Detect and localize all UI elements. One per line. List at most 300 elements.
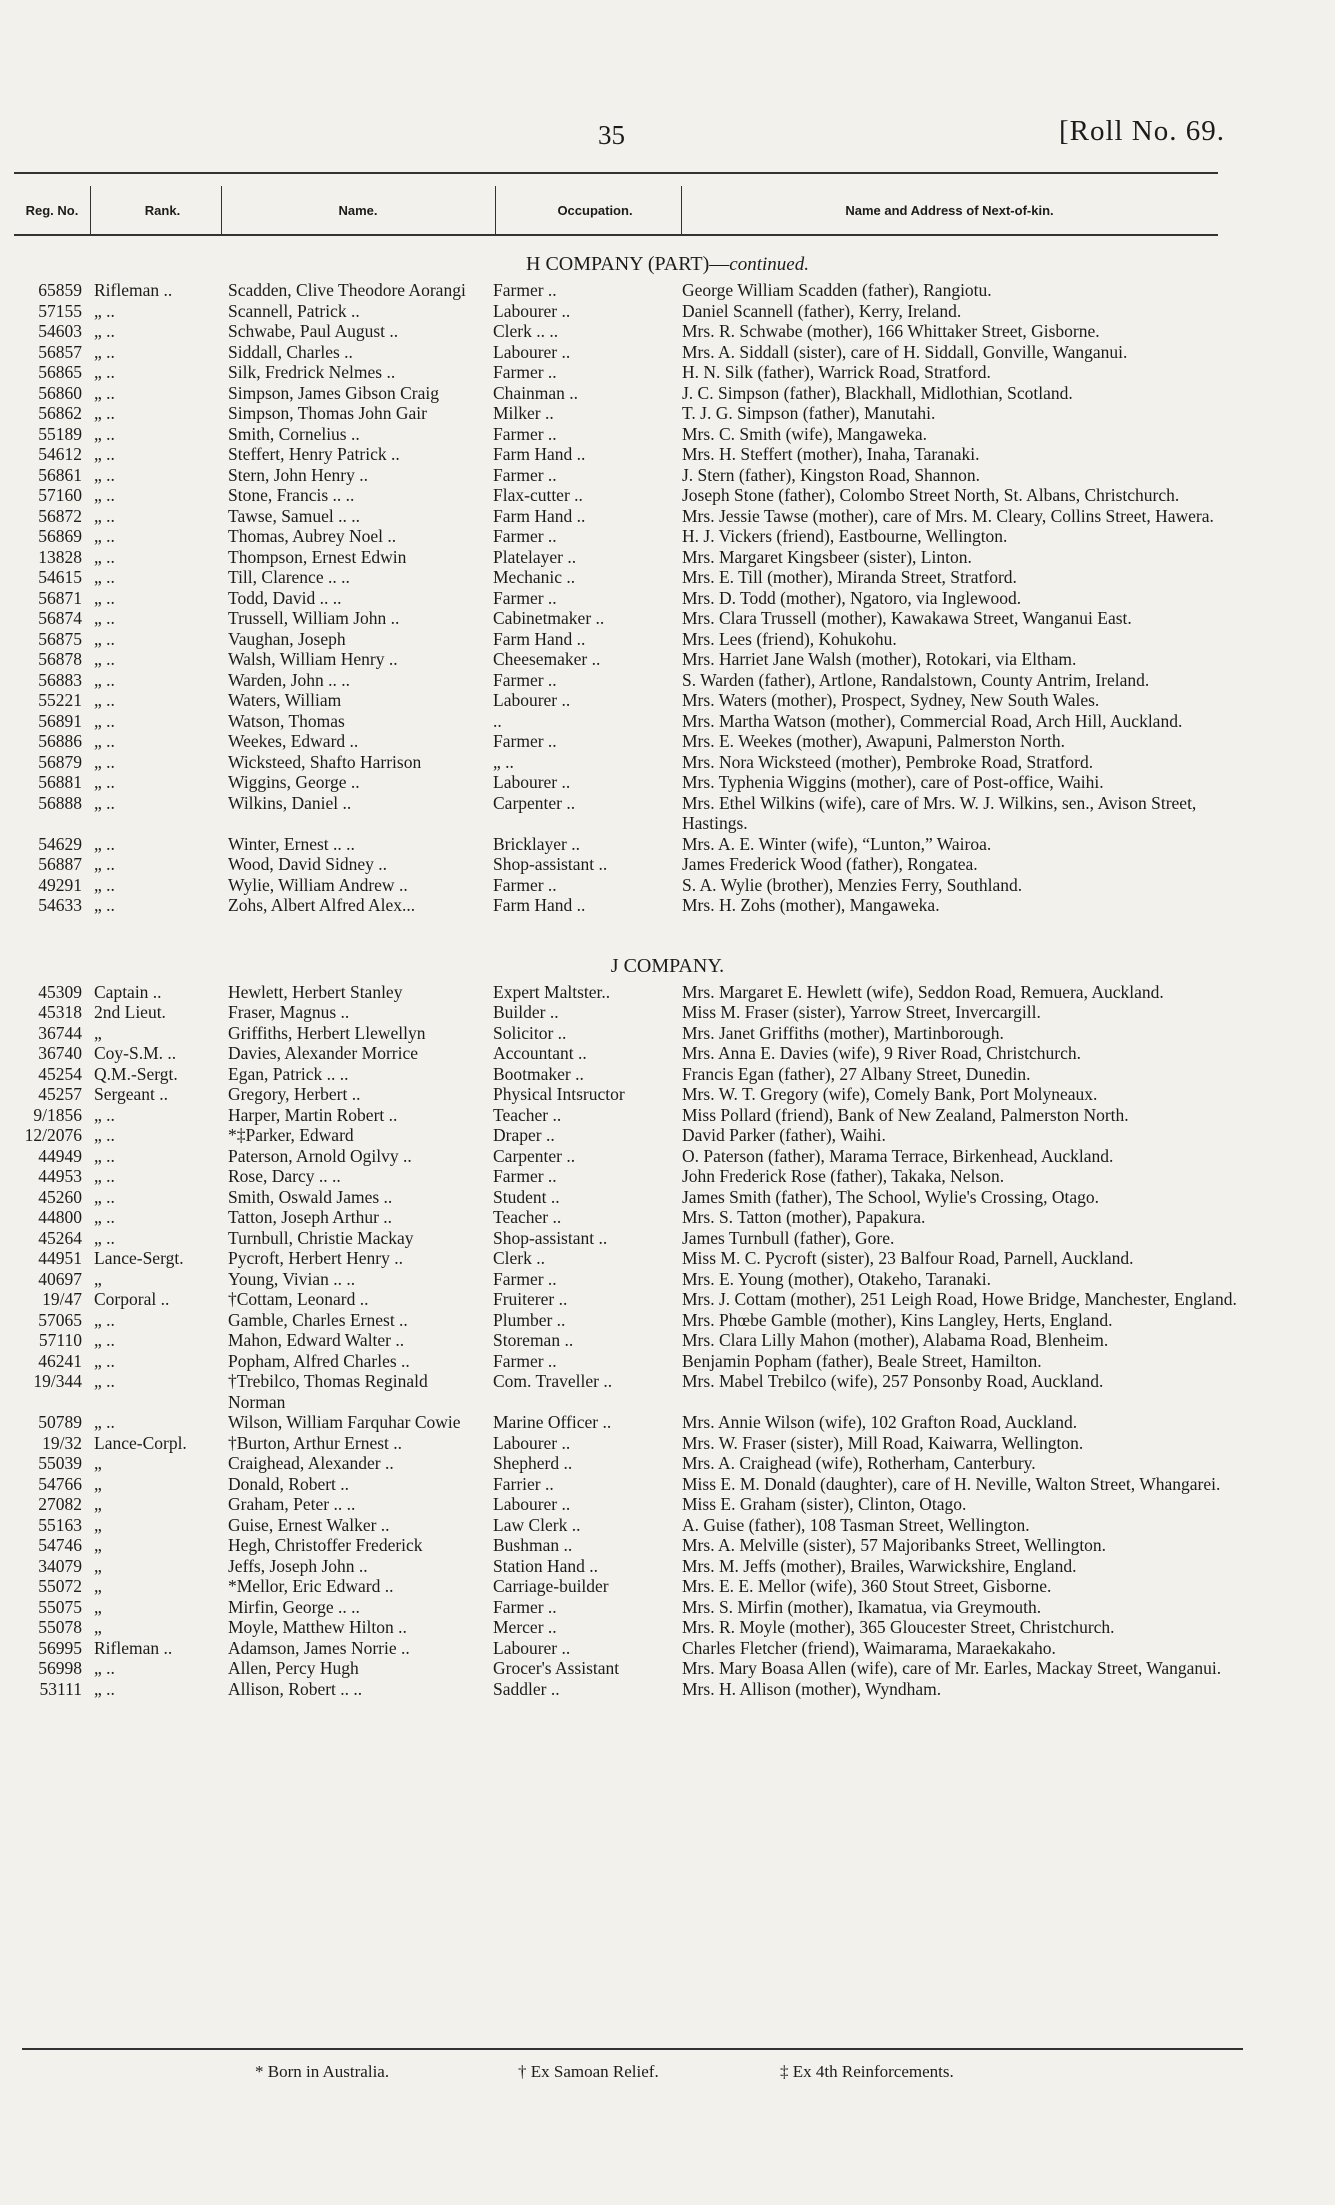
occupation: Farmer .. [493,587,557,608]
table-row [0,711,1335,732]
occupation: Flax-cutter .. [493,485,583,505]
occupation: Student .. [493,1186,560,1207]
table-row [0,1658,1335,1679]
next-of-kin: Daniel Scannell (father), Kerry, Ireland. [682,300,962,321]
soldier-name: Craighead, Alexander .. [228,1453,394,1473]
reg-number: 56995 [38,1637,82,1658]
soldier-name: Allen, Percy Hugh [228,1658,359,1678]
rank: „ .. [94,1104,115,1125]
next-of-kin: Mrs. Typhenia Wiggins (mother), care of Post-office, Waihi. [682,772,1104,792]
reg-number: 54766 [38,1473,82,1494]
soldier-name: Steffert, Henry Patrick .. [228,444,400,464]
reg-number: 45318 [38,1002,82,1022]
table-row [0,731,1335,752]
next-of-kin: Mrs. W. T. Gregory (wife), Comely Bank, Port Molyneaux. [682,1084,1098,1104]
next-of-kin: S. Warden (father), Artlone, Randalstown, County Antrim, Ireland. [682,669,1150,690]
soldier-name: Adamson, James Norrie .. [228,1637,410,1658]
soldier-name: Scannell, Patrick .. [228,300,360,321]
rank: „ .. [94,567,115,587]
reg-number: 34079 [38,1555,82,1576]
reg-number: 44953 [38,1166,82,1186]
rank: „ .. [94,792,115,813]
soldier-name: Simpson, James Gibson Craig [228,382,439,403]
occupation: Expert Maltster.. [493,981,611,1002]
occupation: Draper .. [493,1125,555,1145]
next-of-kin: Mrs. A. Melville (sister), 57 Majoribanks Street, Wellington. [682,1535,1107,1555]
rank: „ [94,1535,102,1555]
rank: „ .. [94,321,115,341]
next-of-kin: Joseph Stone (father), Colombo Street North, St. Albans, Christchurch. [682,485,1180,505]
next-of-kin: Miss Pollard (friend), Bank of New Zealand, Palmerston North. [682,1104,1129,1125]
occupation: Farmer .. [493,464,557,485]
next-of-kin: Mrs. W. Fraser (sister), Mill Road, Kaiwarra, Wellington. [682,1432,1084,1453]
occupation: Shop-assistant .. [493,854,608,874]
rank: „ [94,1555,102,1576]
reg-number: 57160 [38,485,82,505]
next-of-kin: Mrs. Harriet Jane Walsh (mother), Rotokari, via Eltham. [682,649,1077,669]
occupation: Labourer .. [493,1432,571,1453]
reg-number: 56857 [38,341,82,362]
rank: „ .. [94,649,115,669]
soldier-name: Young, Vivian .. .. [228,1268,356,1289]
rank: Sergeant .. [94,1084,169,1104]
next-of-kin: Mrs. Nora Wicksteed (mother), Pembroke Road, Stratford. [682,751,1094,772]
reg-number: 56998 [38,1658,82,1678]
col-occupation: Occupation. [557,202,633,218]
reg-number: 56869 [38,526,82,546]
table-row [0,342,1335,363]
next-of-kin: Mrs. R. Schwabe (mother), 166 Whittaker Street, Gisborne. [682,321,1100,341]
rank: „ .. [94,546,115,567]
rank: „ .. [94,1658,115,1678]
roll-number: [Roll No. 69. [1058,115,1225,147]
occupation: Labourer .. [493,300,571,321]
next-of-kin: Mrs. Ethel Wilkins (wife), care of Mrs. W. J. Wilkins, sen., Avison Street, Hastings. [682,792,1197,833]
reg-number: 56860 [38,382,82,403]
soldier-name: Thompson, Ernest Edwin [228,546,407,567]
reg-number: 56874 [38,608,82,628]
reg-number: 56865 [38,362,82,382]
occupation: Farm Hand .. [493,895,586,915]
table-row [0,424,1335,445]
section-title-text: J COMPANY. [610,954,725,977]
bottom-rule [22,2048,1243,2050]
rank: „ .. [94,608,115,628]
soldier-name: Turnbull, Christie Mackay [228,1227,414,1248]
next-of-kin: Mrs. Jessie Tawse (mother), care of Mrs. M. Cleary, Collins Street, Hawera. [682,505,1214,526]
next-of-kin: Mrs. S. Mirfin (mother), Ikamatua, via Greymouth. [682,1596,1042,1617]
rank: „ .. [94,1145,115,1166]
col-name: Name. [338,202,378,218]
next-of-kin: Mrs. A. Siddall (sister), care of H. Siddall, Gonville, Wanganui. [682,341,1128,362]
table-row [0,670,1335,691]
occupation: Bushman .. [493,1535,573,1555]
soldier-name: Hegh, Christoffer Frederick [228,1535,423,1555]
table-row [0,629,1335,650]
table-row [0,362,1335,383]
table-row [0,1002,1335,1023]
occupation: Fruiterer .. [493,1289,568,1309]
occupation: Bootmaker .. [493,1063,584,1084]
occupation: Carriage-builder [493,1576,609,1596]
reg-number: 46241 [38,1350,82,1371]
reg-number: 53111 [39,1678,82,1699]
rank: Q.M.-Sergt. [94,1063,178,1084]
reg-number: 56875 [38,628,82,649]
reg-number: 55072 [38,1576,82,1596]
soldier-name: Donald, Robert .. [228,1473,350,1494]
top-rule [14,172,1218,174]
soldier-name: Stern, John Henry .. [228,464,368,485]
rank: „ .. [94,1330,115,1350]
reg-number: 54746 [38,1535,82,1555]
next-of-kin: T. J. G. Simpson (father), Manutahi. [682,403,936,423]
next-of-kin: Mrs. H. Steffert (mother), Inaha, Taranaki. [682,444,980,464]
reg-number: 56879 [38,751,82,772]
table-row [0,982,1335,1003]
soldier-name: Simpson, Thomas John Gair [228,403,427,423]
occupation: Com. Traveller .. [493,1371,613,1391]
rank: „ [94,1268,102,1289]
table-row [0,1351,1335,1372]
soldier-name: Jeffs, Joseph John .. [228,1555,368,1576]
rank: „ .. [94,895,115,915]
reg-number: 54629 [38,833,82,854]
rank: „ .. [94,587,115,608]
next-of-kin: H. N. Silk (father), Warrick Road, Stratford. [682,362,991,382]
next-of-kin: Charles Fletcher (friend), Waimarama, Maraekakaho. [682,1637,1056,1658]
occupation: Station Hand .. [493,1555,598,1576]
rank: „ [94,1453,102,1473]
reg-number: 56891 [38,710,82,731]
table-row [0,1146,1335,1167]
occupation: Labourer .. [493,1637,571,1658]
table-row [0,1638,1335,1659]
rank: „ [94,1576,102,1596]
next-of-kin: Mrs. Mabel Trebilco (wife), 257 Ponsonby Road, Auckland. [682,1371,1104,1391]
soldier-name: Smith, Cornelius .. [228,423,360,444]
rank: 2nd Lieut. [94,1002,166,1022]
occupation: Bricklayer .. [493,833,580,854]
next-of-kin: J. C. Simpson (father), Blackhall, Midlothian, Scotland. [682,382,1073,403]
occupation: Farmer .. [493,731,557,751]
soldier-name: Waters, William [228,690,342,710]
table-row [0,1105,1335,1126]
soldier-name: Harper, Martin Robert .. [228,1104,398,1125]
footnote-born-australia: * Born in Australia. [255,2062,390,2081]
reg-number: 65859 [38,280,82,300]
soldier-name: Hewlett, Herbert Stanley [228,981,403,1002]
rank: „ .. [94,423,115,444]
table-row [0,383,1335,404]
soldier-name: Moyle, Matthew Hilton .. [228,1617,407,1637]
rank: „ .. [94,300,115,321]
soldier-name: Gamble, Charles Ernest .. [228,1309,408,1330]
rank: Lance-Sergt. [94,1248,184,1268]
occupation: Clerk .. .. [493,321,559,341]
table-row [0,1248,1335,1269]
reg-number: 55163 [38,1514,82,1535]
next-of-kin: Miss M. Fraser (sister), Yarrow Street, Invercargill. [682,1002,1041,1022]
roll-content [0,248,1335,1699]
soldier-name: Walsh, William Henry .. [228,649,398,669]
next-of-kin: A. Guise (father), 108 Tasman Street, Wellington. [682,1514,1030,1535]
table-row [0,321,1335,342]
rank: „ .. [94,874,115,895]
table-row [0,588,1335,609]
next-of-kin: Mrs. H. Zohs (mother), Mangaweka. [682,895,940,915]
occupation: Farm Hand .. [493,444,586,464]
rank: „ .. [94,751,115,772]
table-row [0,301,1335,322]
occupation: Solicitor .. [493,1022,567,1043]
occupation: Labourer .. [493,690,571,710]
next-of-kin: Mrs. Martha Watson (mother), Commercial Road, Arch Hill, Auckland. [682,710,1183,731]
soldier-name: Davies, Alexander Morrice [228,1043,418,1063]
table-row [0,465,1335,486]
soldier-name: Wylie, William Andrew .. [228,874,408,895]
rank: „ .. [94,1166,115,1186]
next-of-kin: Mrs. R. Moyle (mother), 365 Gloucester Street, Christchurch. [682,1617,1115,1637]
reg-number: 45257 [38,1084,82,1104]
page-number: 35 [598,120,625,150]
next-of-kin: Mrs. Phœbe Gamble (mother), Kins Langley, Herts, England. [682,1309,1113,1330]
table-row [0,1269,1335,1290]
reg-number: 56878 [38,649,82,669]
rank: „ .. [94,690,115,710]
soldier-name: Tatton, Joseph Arthur .. [228,1207,393,1227]
section-title [0,248,1335,280]
reg-number: 57155 [38,300,82,321]
rank: Lance-Corpl. [94,1432,187,1453]
reg-number: 50789 [38,1412,82,1432]
next-of-kin: Mrs. Lees (friend), Kohukohu. [682,628,897,649]
soldier-name: Weekes, Edward .. [228,731,359,751]
soldier-name: *‡Parker, Edward [228,1125,354,1145]
occupation: Marine Officer .. [493,1412,612,1432]
table-row [0,1166,1335,1187]
rank: „ [94,1514,102,1535]
table-row [0,752,1335,773]
occupation: Platelayer .. [493,546,577,567]
next-of-kin: Benjamin Popham (father), Beale Street, Hamilton. [682,1350,1042,1371]
reg-number: 55078 [38,1617,82,1637]
reg-number: 45264 [38,1227,82,1248]
soldier-name: Siddall, Charles .. [228,341,353,362]
section-title-suffix: continued. [729,254,809,275]
occupation: Cabinetmaker .. [493,608,605,628]
reg-number: 36740 [38,1043,82,1063]
soldier-name: Graham, Peter .. .. [228,1494,356,1514]
occupation: Saddler .. [493,1678,560,1699]
table-row [0,690,1335,711]
table-row [0,1597,1335,1618]
occupation: Labourer .. [493,341,571,362]
reg-number: 44951 [38,1248,82,1268]
next-of-kin: Miss E. Graham (sister), Clinton, Otago. [682,1494,967,1514]
rank: „ .. [94,833,115,854]
soldier-name: Thomas, Aubrey Noel .. [228,526,397,546]
reg-number: 49291 [38,874,82,895]
soldier-name: Griffiths, Herbert Llewellyn [228,1022,426,1043]
soldier-name: Smith, Oswald James .. [228,1186,393,1207]
occupation: Teacher .. [493,1104,562,1125]
rank: „ .. [94,382,115,403]
next-of-kin: David Parker (father), Waihi. [682,1125,886,1145]
table-row [0,1474,1335,1495]
soldier-name: Fraser, Magnus .. [228,1002,350,1022]
occupation: Farm Hand .. [493,505,586,526]
rank: „ .. [94,362,115,382]
occupation: Farmer .. [493,874,557,895]
next-of-kin: Mrs. E. E. Mellor (wife), 360 Stout Street, Gisborne. [682,1576,1052,1596]
next-of-kin: James Turnbull (father), Gore. [682,1227,895,1248]
next-of-kin: Mrs. E. Young (mother), Otakeho, Taranaki. [682,1268,992,1289]
table-row [0,1310,1335,1331]
reg-number: 56881 [38,772,82,792]
soldier-name: Popham, Alfred Charles .. [228,1350,410,1371]
soldier-name: Paterson, Arnold Ogilvy .. [228,1145,412,1166]
table-row [0,280,1335,301]
footnote-samoan-relief: † Ex Samoan Relief. [518,2062,659,2081]
soldier-name: Wilson, William Farquhar Cowie [228,1412,461,1432]
occupation: Physical Intsructor [493,1084,625,1104]
occupation: Farmer .. [493,1268,557,1289]
rank: „ .. [94,505,115,526]
reg-number: 56872 [38,505,82,526]
reg-number: 54615 [38,567,82,587]
table-row [0,1494,1335,1515]
table-row [0,1556,1335,1577]
rank: „ .. [94,669,115,690]
reg-number: 19/344 [33,1371,82,1391]
occupation: Storeman .. [493,1330,574,1350]
rank: Rifleman .. [94,280,173,300]
section-title-text: H COMPANY (PART)— [526,253,730,275]
rank: „ .. [94,628,115,649]
table-row [0,1064,1335,1085]
rank: „ .. [94,485,115,505]
reg-number: 56862 [38,403,82,423]
rank: „ .. [94,1227,115,1248]
occupation: Labourer .. [493,772,571,792]
table-row [0,1679,1335,1700]
soldier-name: †Cottam, Leonard .. [228,1289,369,1309]
rank: Rifleman .. [94,1637,173,1658]
table-row [0,834,1335,855]
soldier-name: Guise, Ernest Walker .. [228,1514,390,1535]
next-of-kin: Francis Egan (father), 27 Albany Street, Dunedin. [682,1063,1031,1084]
rank: Captain .. [94,981,162,1002]
soldier-name: Pycroft, Herbert Henry .. [228,1248,403,1268]
occupation: Chainman .. [493,382,579,403]
soldier-name: Todd, David .. .. [228,587,342,608]
reg-number: 55075 [38,1596,82,1617]
reg-number: 45309 [38,981,82,1002]
next-of-kin: Mrs. Waters (mother), Prospect, Sydney, New South Wales. [682,690,1100,710]
rank: „ .. [94,1678,115,1699]
rank: „ .. [94,403,115,423]
rank: „ .. [94,526,115,546]
table-row [0,1617,1335,1638]
rank: „ [94,1617,102,1637]
reg-number: 56887 [38,854,82,874]
reg-number: 36744 [38,1022,82,1043]
rank: „ .. [94,1125,115,1145]
next-of-kin: Mrs. A. Craighead (wife), Rotherham, Canterbury. [682,1453,1036,1473]
rank: „ .. [94,1186,115,1207]
reg-number: 54633 [38,895,82,915]
occupation: Carpenter .. [493,1145,576,1166]
occupation: Farm Hand .. [493,628,586,649]
table-row [0,1453,1335,1474]
soldier-name: Zohs, Albert Alfred Alex... [228,895,416,915]
occupation: Carpenter .. [493,792,576,813]
soldier-name: Tawse, Samuel .. .. [228,505,360,526]
occupation: Labourer .. [493,1494,571,1514]
next-of-kin: Mrs. Janet Griffiths (mother), Martinborough. [682,1022,1004,1043]
soldier-name: Mirfin, George .. .. [228,1596,360,1617]
occupation: Farmer .. [493,1166,557,1186]
occupation: Farmer .. [493,423,557,444]
soldier-name: Allison, Robert .. .. [228,1678,363,1699]
rank: „ .. [94,444,115,464]
rank: „ .. [94,1350,115,1371]
table-row [0,1187,1335,1208]
rank: „ [94,1494,102,1514]
reg-number: 9/1856 [33,1104,82,1125]
soldier-name: †Trebilco, Thomas Reginald Norman [228,1371,428,1412]
next-of-kin: Mrs. M. Jeffs (mother), Brailes, Warwickshire, England. [682,1555,1077,1576]
table-row [0,1371,1335,1412]
next-of-kin: Mrs. S. Tatton (mother), Papakura. [682,1207,926,1227]
table-row [0,1330,1335,1351]
next-of-kin: Mrs. Anna E. Davies (wife), 9 River Road, Christchurch. [682,1043,1082,1063]
table-row [0,1412,1335,1433]
table-row [0,547,1335,568]
occupation: Farmer .. [493,669,557,690]
rank: „ .. [94,1371,115,1391]
footnote-4th-reinforcements: ‡ Ex 4th Reinforcements. [780,2062,954,2081]
reg-number: 27082 [38,1494,82,1514]
reg-number: 55039 [38,1453,82,1473]
soldier-name: Gregory, Herbert .. [228,1084,361,1104]
occupation: Milker .. [493,403,554,423]
soldier-name: Winter, Ernest .. .. [228,833,355,854]
reg-number: 40697 [38,1268,82,1289]
occupation: Shepherd .. [493,1453,573,1473]
table-row [0,793,1335,834]
reg-number: 44800 [38,1207,82,1227]
soldier-name: Silk, Fredrick Nelmes .. [228,362,396,382]
occupation: Builder .. [493,1002,559,1022]
soldier-name: Vaughan, Joseph [228,628,346,649]
next-of-kin: George William Scadden (father), Rangiotu. [682,280,992,300]
table-row [0,1228,1335,1249]
rank: Coy-S.M. .. [94,1043,177,1063]
table-row [0,1023,1335,1044]
soldier-name: Warden, John .. .. [228,669,351,690]
soldier-name: Wilkins, Daniel .. [228,792,352,813]
next-of-kin: Mrs. Margaret Kingsbeer (sister), Linton. [682,546,972,567]
reg-number: 56861 [38,464,82,485]
table-row [0,403,1335,424]
table-row [0,1576,1335,1597]
table-row [0,1125,1335,1146]
rank: „ .. [94,464,115,485]
reg-number: 57065 [38,1309,82,1330]
reg-number: 55221 [38,690,82,710]
